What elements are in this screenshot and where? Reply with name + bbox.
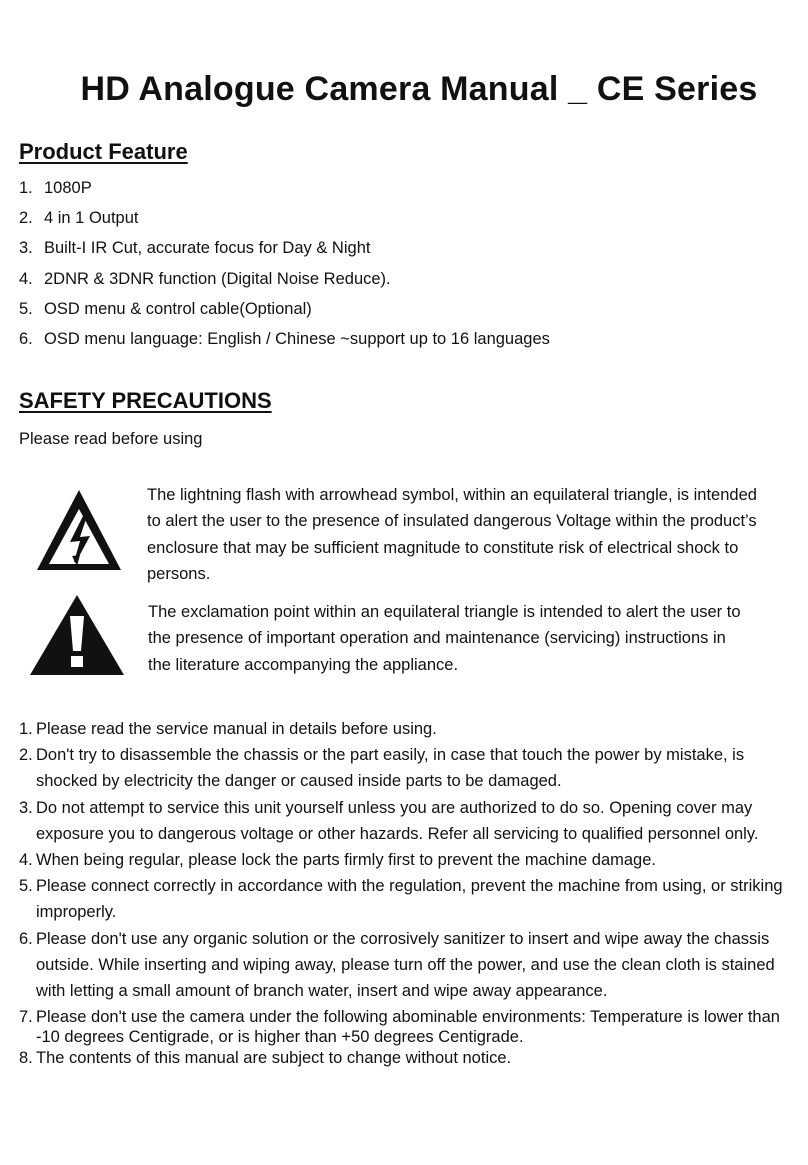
feature-item [19,298,550,328]
lightning-warning-text [147,482,799,587]
rule-text: Please connect correctly in accordance with the regulation, prevent the machine from using, or striking improperly. [36,877,783,922]
warning-line: the literature accompanying the appliance. [148,655,459,674]
feature-text: 4 in 1 Output [44,209,139,228]
product-feature-heading: Product Feature [19,139,188,164]
feature-text: Built-I IR Cut, accurate focus for Day & Night [44,239,371,258]
rule-text: Don't try to disassemble the chassis or the part easily, in case that touch the power by mistake, is shocked by electricity the danger or caused inside parts to be damaged. [36,746,745,791]
safety-rule [19,795,799,847]
rule-number: 8. [19,1049,33,1068]
feature-number: 1. [19,179,33,197]
rule-text: When being regular, please lock the parts firmly first to prevent the machine damage. [36,851,656,870]
feature-number: 5. [19,299,33,318]
feature-item [19,207,550,237]
safety-rule [19,716,799,742]
safety-rule [19,1007,799,1047]
safety-rule [19,847,799,873]
rule-text: Do not attempt to service this unit yourself unless you are authorized to do so. Opening cover may exposure you to dangerous voltage or other hazards. Refer all servicing to qualified personnel only. [36,798,759,843]
feature-text: 1080P [44,179,92,197]
feature-list [19,177,550,358]
feature-number: 6. [19,329,33,348]
feature-number: 2. [19,209,33,228]
warning-line: The exclamation point within an equilateral triangle is intended to alert the user to [148,603,741,621]
rule-text: Please read the service manual in details before using. [36,720,437,738]
rule-number: 2. [19,746,33,765]
safety-rule [19,742,799,794]
rule-number: 4. [19,851,33,870]
feature-item [19,237,550,267]
safety-rules-list [19,716,799,1069]
warning-line: the presence of important operation and maintenance (servicing) instructions in [148,629,726,648]
rule-number: 5. [19,877,33,896]
feature-number: 3. [19,239,33,258]
warning-line: The lightning flash with arrowhead symbol, within an equilateral triangle, is intended [147,486,757,504]
rule-text: The contents of this manual are subject to change without notice. [36,1049,512,1068]
page-title: HD Analogue Camera Manual _ CE Series [80,70,758,108]
exclamation-warning-text [148,599,800,678]
feature-item [19,328,550,358]
rule-text: Please don't use any organic solution or the corrosively sanitizer to insert and wipe away the chassis outside. While inserting and wiping away, please turn off the power, and use the clean cloth is stained with letting a small amount of branch water, insert and wipe away appearance. [36,929,775,1001]
safety-intro: Please read before using [19,430,203,448]
feature-text: OSD menu language: English / Chinese ~support up to 16 languages [44,329,550,348]
feature-text: OSD menu & control cable(Optional) [44,299,312,318]
feature-text: 2DNR & 3DNR function (Digital Noise Reduce). [44,269,391,288]
feature-number: 4. [19,269,33,288]
rule-number: 3. [19,798,33,817]
feature-item [19,177,550,207]
rule-number: 7. [19,1008,33,1027]
safety-rule [19,873,799,925]
rule-number: 6. [19,929,33,948]
warning-line: persons. [147,564,211,583]
rule-number: 1. [19,720,33,738]
safety-rule [19,1047,799,1069]
exclamation-warning-icon [29,594,125,676]
safety-precautions-heading: SAFETY PRECAUTIONS [19,388,272,413]
feature-item [19,268,550,298]
lightning-warning-icon [36,489,122,571]
warning-line: enclosure that may be sufficient magnitude to constitute risk of electrical shock to [147,538,739,557]
warning-line: to alert the user to the presence of insulated dangerous Voltage within the product’s [147,512,757,531]
safety-rule [19,926,799,1005]
rule-text: Please don't use the camera under the following abominable environments: Temperature is lower than -10 degrees Centigrade, or is higher than +50 degrees Centigrade. [36,1008,780,1047]
